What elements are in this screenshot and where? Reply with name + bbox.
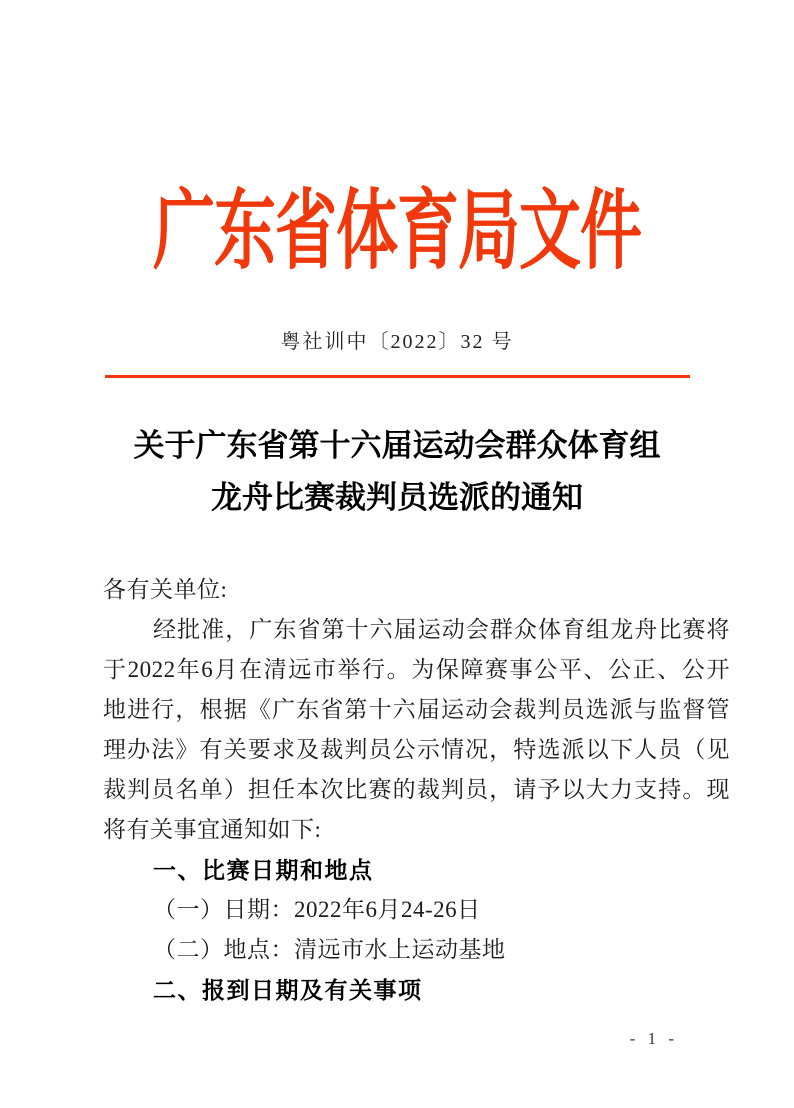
section-item-date: （一）日期：2022年6月24-26日 (153, 897, 481, 922)
paragraph-line: 将有关事宜通知如下: (103, 817, 322, 842)
paragraph-line: 经批准，广东省第十六届运动会群众体育组龙舟比赛将 (153, 617, 730, 642)
section-heading-2: 二、报到日期及有关事项 (153, 977, 423, 1003)
document-title (0, 420, 794, 524)
document-title-line2: 龙舟比赛裁判员选派的通知 (211, 480, 583, 515)
document-title-line1: 关于广东省第十六届运动会群众体育组 (133, 428, 661, 463)
paragraph-line: 裁判员名单）担任本次比赛的裁判员，请予以大力支持。现 (103, 777, 730, 802)
paragraph-line: 于2022年6月在清远市举行。为保障赛事公平、公正、公开 (103, 657, 730, 682)
section-heading-1: 一、比赛日期和地点 (153, 857, 374, 883)
section-item-location: （二）地点：清远市水上运动基地 (153, 937, 506, 962)
red-divider-line (105, 375, 690, 378)
paragraph-line: 地进行，根据《广东省第十六届运动会裁判员选派与监督管 (103, 697, 730, 722)
paragraph-line: 理办法》有关要求及裁判员公示情况，特选派以下人员（见 (103, 737, 730, 762)
page-number: - 1 - (629, 1029, 678, 1048)
salutation-line: 各有关单位: (103, 577, 228, 602)
document-body (103, 570, 730, 1010)
document-number: 粤社训中〔2022〕32 号 (280, 331, 514, 353)
agency-letterhead-title: 广东省体育局文件 (152, 185, 641, 281)
